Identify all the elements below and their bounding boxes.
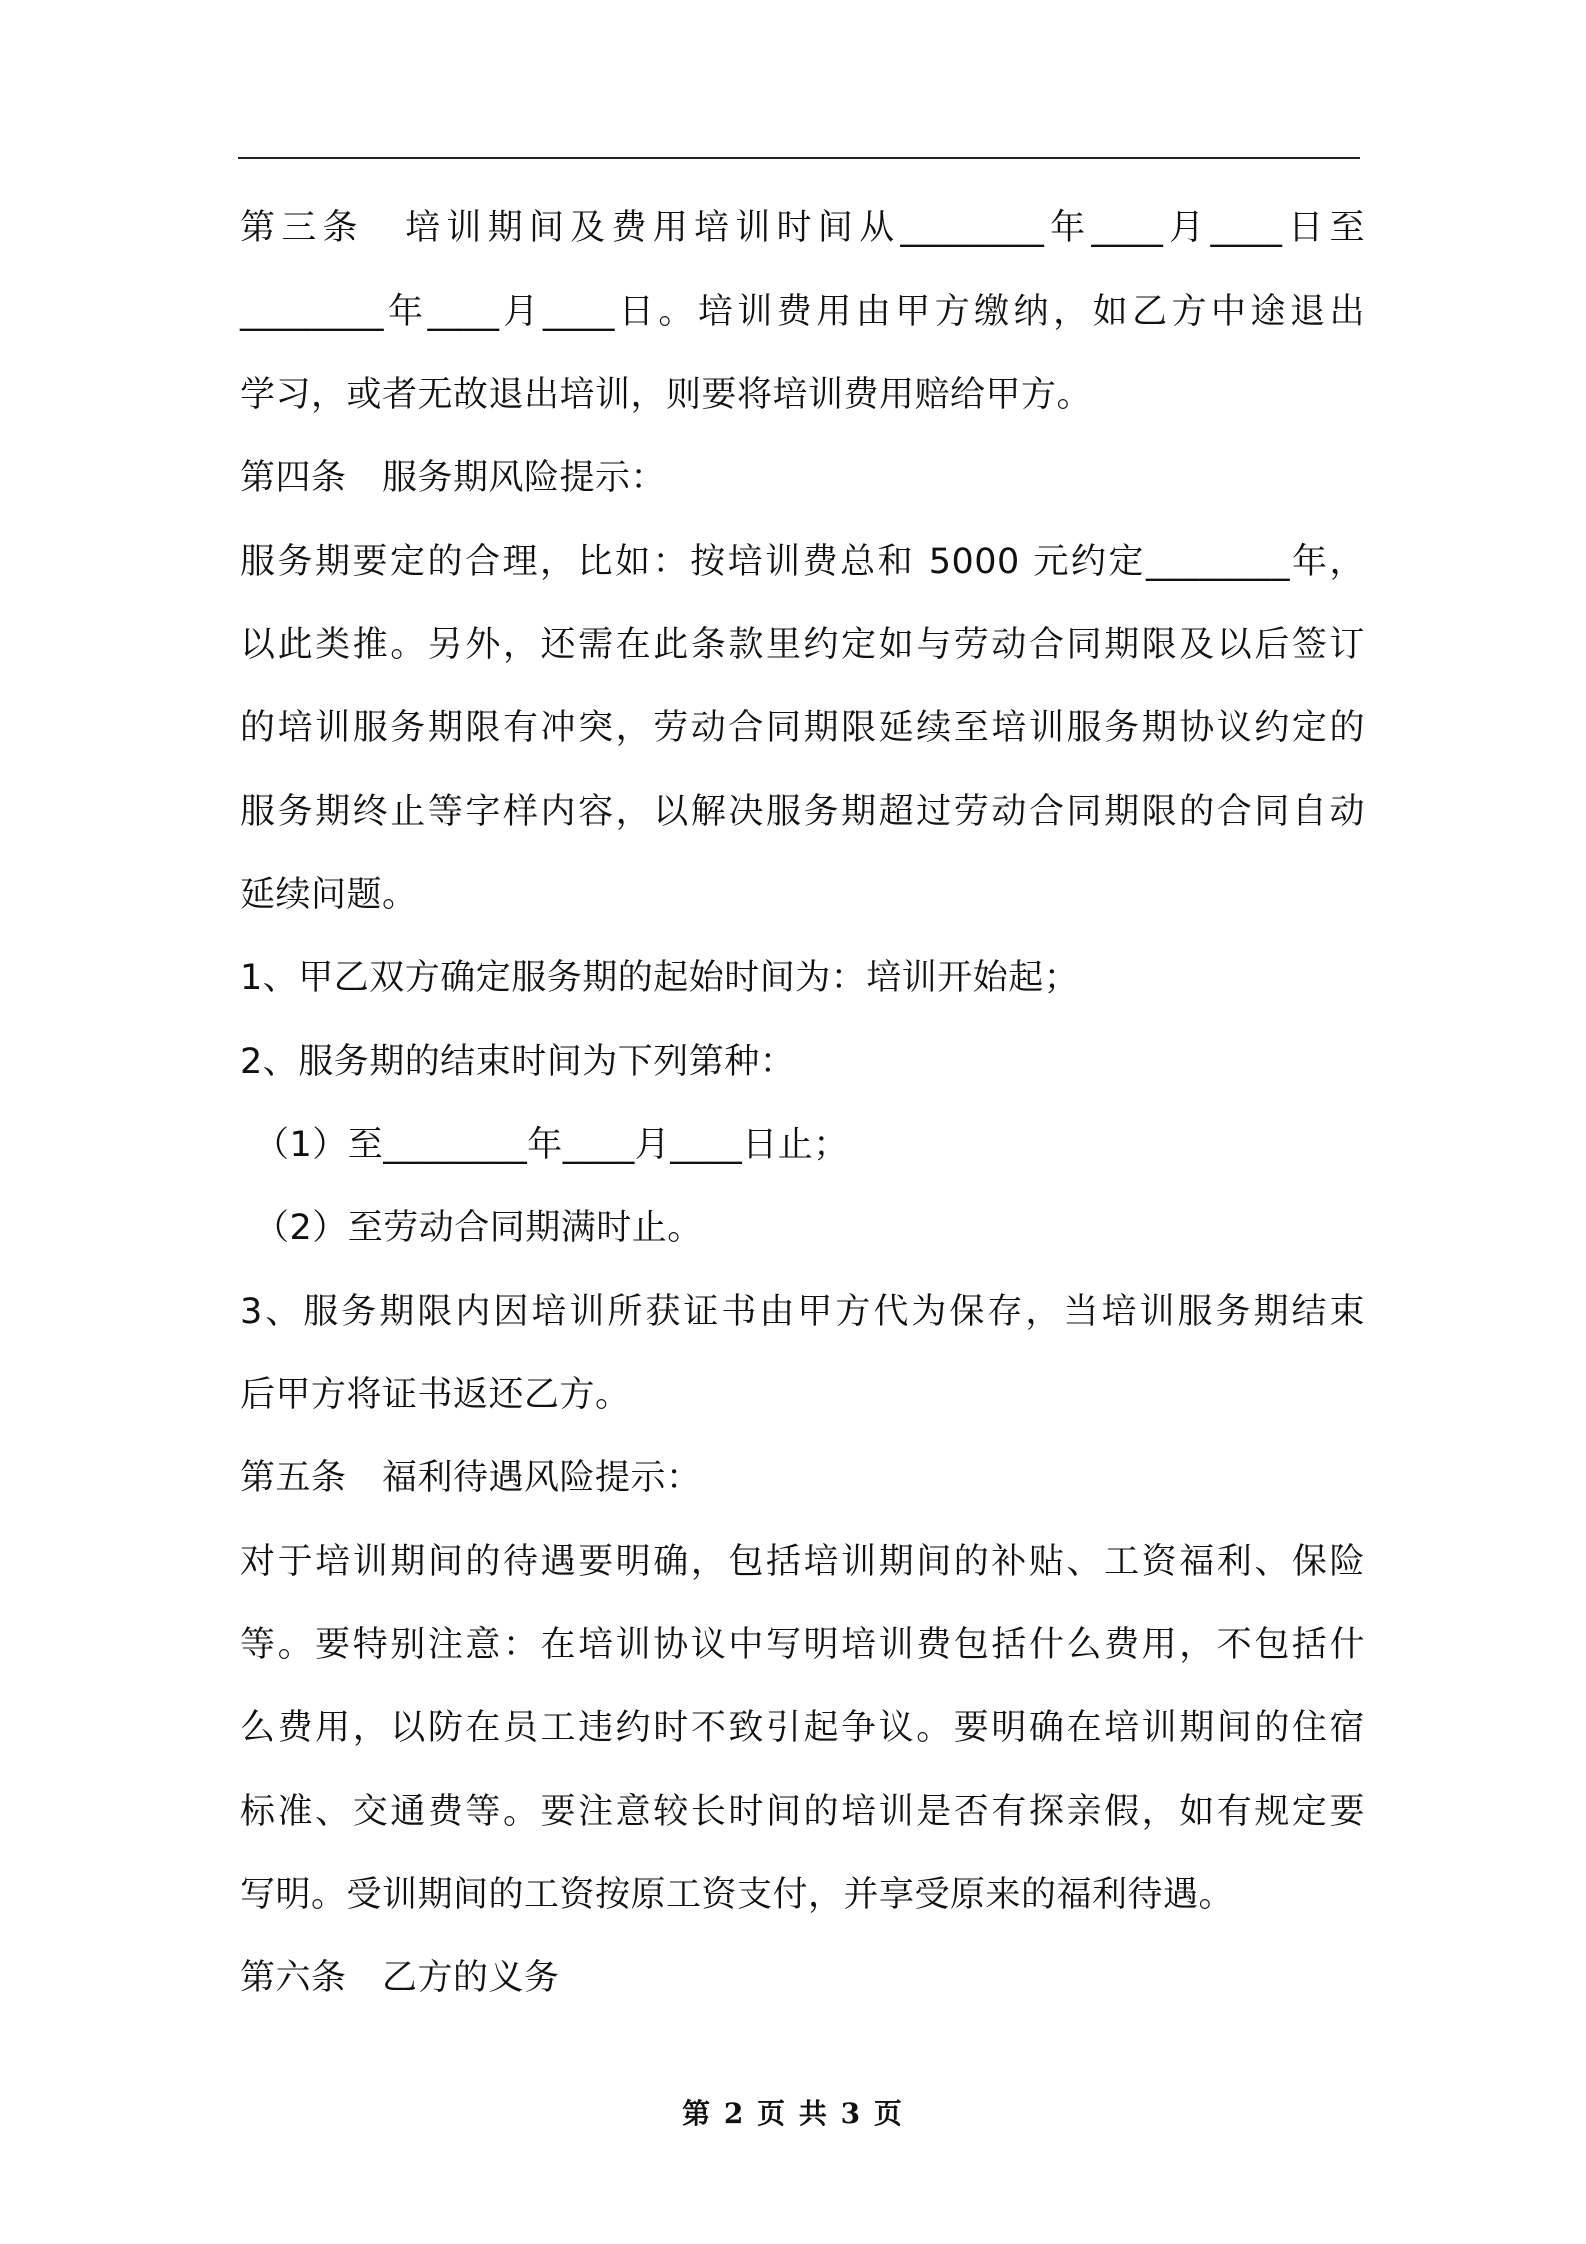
clause-1: 1、甲乙双方确定服务期的起始时间为：培训开始起；	[240, 958, 1080, 998]
article-3-line-3: 学习，或者无故退出培训，则要将培训费用赔给甲方。	[240, 375, 1093, 415]
page-number: 第 2 页 共 3 页	[682, 2097, 904, 2130]
article-3-line-1: 第三条 培训期间及费用培训时间从________年____月____日至	[240, 208, 1365, 248]
clause-3-line-2: 后甲方将证书返还乙方。	[240, 1375, 631, 1415]
clause-3-line-1: 3、服务期限内因培训所获证书由甲方代为保存，当培训服务期结束	[240, 1292, 1365, 1332]
clause-2-option-1: （1）至________年____月____日止；	[254, 1125, 849, 1165]
article-5-para-line-4: 标准、交通费等。要注意较长时间的培训是否有探亲假，如有规定要	[240, 1792, 1365, 1832]
article-4-para-line-5: 延续问题。	[240, 875, 418, 915]
article-5-para-line-5: 写明。受训期间的工资按原工资支付，并享受原来的福利待遇。	[240, 1875, 1235, 1915]
article-4-para-line-2: 以此类推。另外，还需在此条款里约定如与劳动合同期限及以后签订	[240, 625, 1365, 665]
clause-2: 2、服务期的结束时间为下列第种：	[240, 1042, 796, 1082]
article-5-para-line-3: 么费用，以防在员工违约时不致引起争议。要明确在培训期间的住宿	[240, 1708, 1365, 1748]
article-3-line-2: ________年____月____日。培训费用由甲方缴纳，如乙方中途退出	[240, 292, 1365, 332]
header-divider	[238, 157, 1360, 159]
article-4-para-line-3: 的培训服务期限有冲突，劳动合同期限延续至培训服务期协议约定的	[240, 708, 1365, 748]
article-4-para-line-4: 服务期终止等字样内容，以解决服务期超过劳动合同期限的合同自动	[240, 792, 1365, 832]
article-5-para-line-2: 等。要特别注意：在培训协议中写明培训费包括什么费用，不包括什	[240, 1625, 1365, 1665]
article-4-para-line-1: 服务期要定的合理，比如：按培训费总和 5000 元约定________年，	[240, 542, 1365, 582]
article-4-heading: 第四条 服务期风险提示：	[240, 458, 667, 498]
clause-2-option-2: （2）至劳动合同期满时止。	[254, 1208, 703, 1248]
article-5-para-line-1: 对于培训期间的待遇要明确，包括培训期间的补贴、工资福利、保险	[240, 1542, 1365, 1582]
article-6-heading: 第六条 乙方的义务	[240, 1958, 560, 1998]
article-5-heading: 第五条 福利待遇风险提示：	[240, 1458, 702, 1498]
